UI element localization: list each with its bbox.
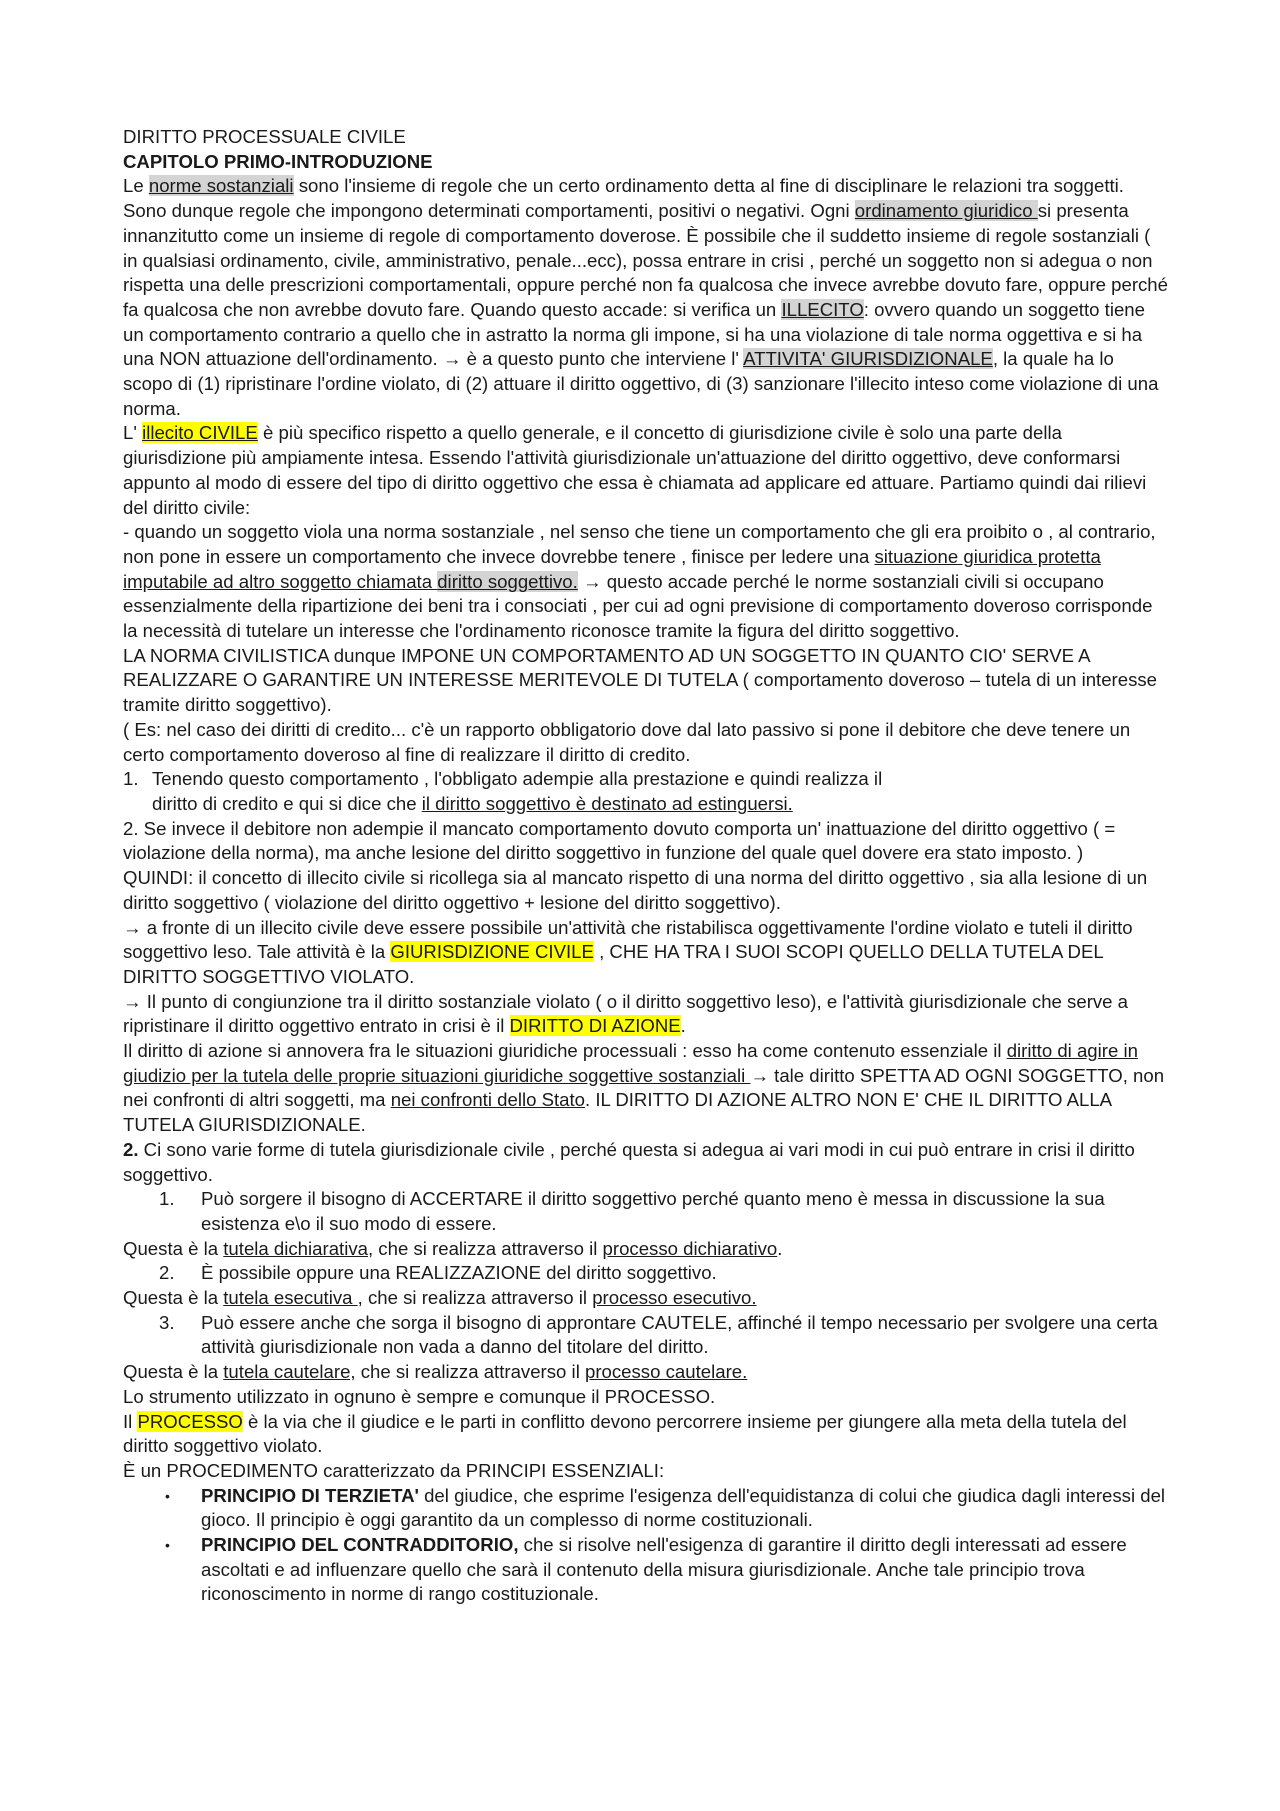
list-item-1: 1. Tenendo questo comportamento , l'obbligato adempie alla prestazione e quindi realizza il — [123, 768, 883, 790]
term-situazione-giuridica: situazione giuridica protetta imputabile ad altro soggetto chiamata — [123, 545, 1101, 592]
term-giurisdizione-civile: GIURISDIZIONE CIVILE — [390, 941, 594, 963]
term-ordinamento-giuridico: ordinamento giuridico — [854, 200, 1038, 222]
bullet-icon: • — [165, 1487, 170, 1504]
paragraph-quindi: QUINDI: il concetto di illecito civile si ricollega sia al mancato rispetto di una norma del diritto oggettivo , sia alla lesione di un diritto soggettivo ( violazione del diritto oggettivo + lesione del diritto soggettivo). — [123, 867, 1148, 913]
paragraph-norma-civilistica: LA NORMA CIVILISTICA dunque IMPONE UN COMPORTAMENTO AD UN SOGGETTO IN QUANTO CIO' SERVE A REALIZZARE O GARANTIRE UN INTERESSE MERITEVOLE DI TUTELA ( comportamento doveroso – tutela di un interesse tramite diritto soggettivo). — [123, 644, 1158, 716]
term-diritto-soggettivo: diritto soggettivo. — [437, 570, 578, 592]
paragraph-situazioni-processuali: Il diritto di azione si annovera fra le situazioni giuridiche processuali : esso ha come contenuto essenziale il diritto di agire in giudizio per la tutela delle proprie situazioni giuridiche soggettive sostanziali → tale diritto SPETTA AD OGNI SOGGETTO, non nei confronti di altri soggetti, ma nei confronti dello Stato. IL DIRITTO DI AZIONE ALTRO NON E' CHE IL DIRITTO ALLA TUTELA GIURISDIZIONALE. — [123, 1040, 1165, 1136]
document-page — [123, 125, 1168, 1607]
paragraph-strumento: Lo strumento utilizzato in ognuno è sempre e comunque il PROCESSO. — [123, 1385, 716, 1407]
tutela-item-2: 2. È possibile oppure una REALIZZAZIONE del diritto soggettivo. — [159, 1262, 717, 1284]
paragraph-diritto-di-azione: → Il punto di congiunzione tra il diritto sostanziale violato ( o il diritto soggettivo leso), e l'attività giurisdizionale che serve a ripristinare il diritto oggettivo entrato in crisi è il DIRITTO DI AZIONE. — [123, 990, 1129, 1037]
chapter-heading: CAPITOLO PRIMO-INTRODUZIONE — [123, 150, 433, 172]
term-attivita-giurisdizionale: ATTIVITA' GIURISDIZIONALE — [743, 348, 993, 370]
bullet-terzieta: • PRINCIPIO DI TERZIETA' del giudice, che esprime l'esigenza dell'equidistanza di colui che giudica dagli interessi del gioco. Il principio è oggi garantito da un complesso di norme costituzionali. — [123, 1484, 1168, 1533]
paragraph-esempio: ( Es: nel caso dei diritti di credito... c'è un rapporto obbligatorio dove dal lato passivo si pone il debitore che deve tenere un certo comportamento doveroso al fine di realizzare il diritto di credito. — [123, 718, 1131, 765]
tutela-cautelare-line: Questa è la tutela cautelare, che si realizza attraverso il processo cautelare. — [123, 1361, 748, 1383]
list-item-2: 2. Se invece il debitore non adempie il mancato comportamento dovuto comporta un' inattuazione del diritto oggettivo ( = violazione della norma), ma anche lesione del diritto soggettivo in funzione del quale quel dovere era stato imposto. ) — [123, 817, 1116, 864]
bullet-contraddittorio: • PRINCIPIO DEL CONTRADDITORIO, che si risolve nell'esigenza di garantire il diritto degli interessati ad essere ascoltati e ad influenzare quello che sarà il contenuto della misura giurisdizionale. Anche tale principio trova riconoscimento in norme di rango costituzionale. — [123, 1533, 1168, 1607]
paragraph-illecito-civile: L' illecito CIVILE è più specifico rispetto a quello generale, e il concetto di giurisdizione civile è solo una parte della giurisdizione più ampiamente intesa. Essendo l'attività giurisdizionale un'attuazione del diritto oggettivo, deve conformarsi appunto al modo di essere del tipo di diritto oggettivo che essa è chiamata ad applicare ed attuare. Partiamo quindi dai rilievi del diritto civile: — [123, 422, 1147, 518]
paragraph-forme-tutela: 2. Ci sono varie forme di tutela giurisdizionale civile , perché questa si adegua ai vari modi in cui può entrare in crisi il diritto soggettivo. — [123, 1138, 1135, 1185]
list-item-1-continued: diritto di credito e qui si dice che il diritto soggettivo è destinato ad estinguersi. — [152, 792, 793, 814]
term-processo: PROCESSO — [137, 1410, 243, 1432]
paragraph-norme-sostanziali: Le norme sostanziali sono l'insieme di regole che un certo ordinamento detta al fine di disciplinare le relazioni tra soggetti. Sono dunque regole che impongono determinati comportamenti, positivi o negativi. Ogni ordinamento giuridico si presenta innanzitutto come un insieme di regole di comportamento doverose. È possibile che il suddetto insieme di regole sostanziali ( in qualsiasi ordinamento, civile, amministrativo, penale...ecc), possa entrare in crisi , perché un soggetto non si adegua o non rispetta una delle prescrizioni comportamentali, oppure perché non fa qualcosa che invece avrebbe dovuto fare, oppure perché fa qualcosa che non avrebbe dovuto fare. Quando questo accade: si verifica un ILLECITO: ovvero quando un soggetto tiene un comportamento contrario a quello che in astratto la norma gli impone, si ha una violazione di tale norma oggettiva e si ha una NON attuazione dell'ordinamento. → è a questo punto che interviene l' ATTIVITA' GIURISDIZIONALE, la quale ha lo scopo di (1) ripristinare l'ordine violato, di (2) attuare il diritto oggettivo, di (3) sanzionare l'illecito inteso come violazione di una norma. — [123, 175, 1168, 419]
tutela-esecutiva-line: Questa è la tutela esecutiva , che si realizza attraverso il processo esecutivo. — [123, 1287, 757, 1309]
paragraph-procedimento: È un PROCEDIMENTO caratterizzato da PRINCIPI ESSENZIALI: — [123, 1459, 665, 1481]
tutela-item-3: 3. Può essere anche che sorga il bisogno di approntare CAUTELE, affinché il tempo necessario per svolgere una certa attività giurisdizionale non vada a danno del titolare del diritto. — [159, 1311, 1158, 1358]
paragraph-processo: Il PROCESSO è la via che il giudice e le parti in conflitto devono percorrere insieme per giungere alla meta della tutela del diritto soggettivo violato. — [123, 1410, 1127, 1457]
term-illecito: ILLECITO — [781, 298, 864, 320]
document-title: DIRITTO PROCESSUALE CIVILE — [123, 126, 406, 147]
paragraph-diritto-soggettivo: - quando un soggetto viola una norma sostanziale , nel senso che tiene un comportamento che gli era proibito o , al contrario, non pone in essere un comportamento che invece dovrebbe tenere , finisce per ledere una situazione giuridica protetta imputabile ad altro soggetto chiamata diritto soggettivo. → questo accade perché le norme sostanziali civili si occupano essenzialmente della ripartizione dei beni tra i consociati , per cui ad ogni previsione di comportamento doveroso corrisponde la necessità di tutelare un interesse che l'ordinamento riconosce tramite la figura del diritto soggettivo. — [123, 521, 1156, 642]
paragraph-giurisdizione-civile: → a fronte di un illecito civile deve essere possibile un'attività che ristabilisca oggettivamente l'ordine violato e tuteli il diritto soggettivo leso. Tale attività è la GIURISDIZIONE CIVILE , CHE HA TRA I SUOI SCOPI QUELLO DELLA TUTELA DEL DIRITTO SOGGETTIVO VIOLATO. — [123, 916, 1133, 987]
tutela-item-1: 1. Può sorgere il bisogno di ACCERTARE il diritto soggettivo perché quanto meno è messa in discussione la sua esistenza e\o il suo modo di essere. — [159, 1188, 1105, 1234]
term-illecito-civile: illecito CIVILE — [142, 422, 258, 444]
term-norme-sostanziali: norme sostanziali — [148, 175, 294, 197]
tutela-dichiarativa-line: Questa è la tutela dichiarativa, che si realizza attraverso il processo dichiarativo. — [123, 1237, 783, 1259]
term-diritto-di-azione: DIRITTO DI AZIONE — [509, 1015, 681, 1037]
bullet-icon: • — [165, 1537, 170, 1554]
